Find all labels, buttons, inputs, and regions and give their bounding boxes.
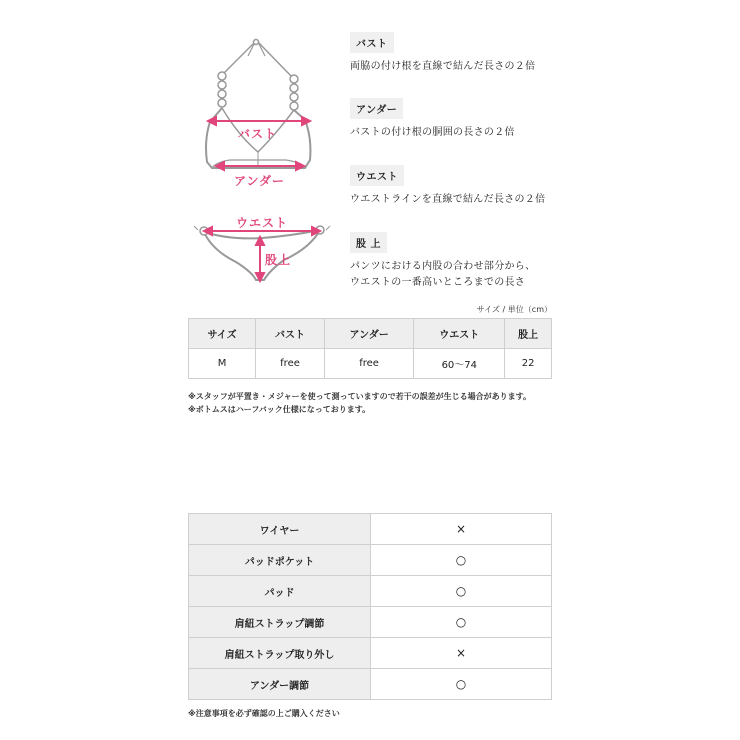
- measure-waist: [350, 165, 710, 208]
- bust-label: バスト: [238, 127, 278, 141]
- size-cell: 60〜74: [414, 349, 505, 379]
- size-cell: free: [256, 349, 325, 379]
- spec-value: ○: [371, 607, 552, 638]
- measure-waist-desc: ウエストラインを直線で結んだ長さの２倍: [350, 194, 546, 205]
- table-row: [189, 638, 552, 669]
- size-table: [188, 318, 552, 379]
- measure-inseam-desc-line2: ウエストの一番高いところまでの長さ: [350, 277, 526, 288]
- measure-waist-tag: ウエスト: [350, 165, 404, 186]
- note-line: ※ボトムスはハーフバック仕様になっております。: [188, 405, 371, 414]
- measure-inseam-tag: 股 上: [350, 232, 387, 253]
- measure-bust-tag: バスト: [350, 32, 394, 53]
- spec-value: ○: [371, 576, 552, 607]
- inseam-label: 股上: [265, 253, 292, 267]
- measure-bust-desc: 両脇の付け根を直線で結んだ長さの２倍: [350, 61, 536, 72]
- table-row: [189, 349, 552, 379]
- measure-inseam-desc-line1: パンツにおける内股の合わせ部分から、: [350, 261, 536, 272]
- spec-label: 肩紐ストラップ取り外し: [189, 638, 371, 669]
- waist-label: ウエスト: [236, 216, 289, 230]
- spec-label: ワイヤー: [189, 514, 371, 545]
- footnote: ※注意事項を必ず確認の上ご購入ください: [188, 709, 340, 718]
- table-row: [189, 514, 552, 545]
- size-header-cell: アンダー: [324, 319, 413, 349]
- size-table-header: [189, 319, 552, 349]
- spec-label: アンダー調節: [189, 669, 371, 700]
- measure-under: [350, 98, 710, 141]
- note-line: ※スタッフが平置き・メジャーを使って測っていますので若干の誤差が生じる場合があります。: [188, 392, 531, 401]
- measure-inseam: [350, 232, 710, 291]
- spec-value: ×: [371, 514, 552, 545]
- table-row: [189, 607, 552, 638]
- size-header-cell: 股上: [505, 319, 552, 349]
- size-header-cell: バスト: [256, 319, 325, 349]
- notes: [188, 390, 531, 416]
- size-header-cell: サイズ: [189, 319, 256, 349]
- spec-label: 肩紐ストラップ調節: [189, 607, 371, 638]
- spec-value: ○: [371, 545, 552, 576]
- measure-inseam-desc: [350, 259, 710, 291]
- spec-value: ×: [371, 638, 552, 669]
- size-cell: free: [324, 349, 413, 379]
- size-header-cell: ウエスト: [414, 319, 505, 349]
- spec-value: ○: [371, 669, 552, 700]
- spec-label: パッド: [189, 576, 371, 607]
- measure-bust: [350, 32, 710, 75]
- table-row: [189, 576, 552, 607]
- table-row: [189, 545, 552, 576]
- unit-label: サイズ / 単位（cm）: [476, 305, 552, 314]
- under-label: アンダー: [234, 174, 286, 188]
- size-cell: 22: [505, 349, 552, 379]
- spec-table: [188, 513, 552, 700]
- table-row: [189, 669, 552, 700]
- size-cell: M: [189, 349, 256, 379]
- spec-label: パッドポケット: [189, 545, 371, 576]
- measure-under-tag: アンダー: [350, 98, 403, 119]
- measure-under-desc: バストの付け根の胴囲の長さの２倍: [350, 127, 515, 138]
